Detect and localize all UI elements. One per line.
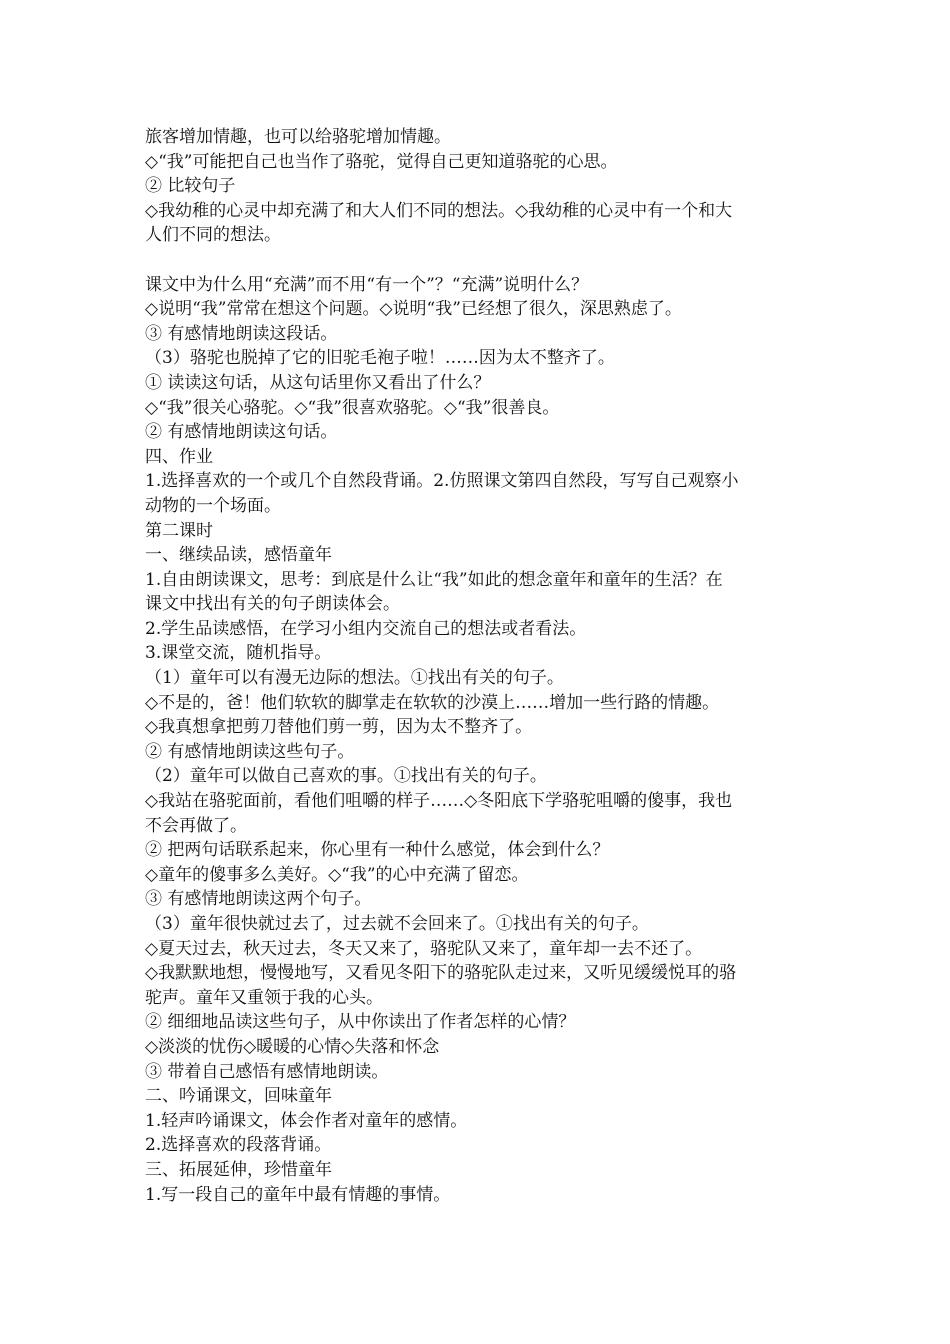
text-line: ② 把两句话联系起来，你心里有一种什么感觉，体会到什么？ xyxy=(145,840,610,861)
text-line: ③ 有感情地朗读这段话。 xyxy=(145,323,338,344)
text-line: ② 比较句子 xyxy=(145,176,236,197)
text-line: 1.写一段自己的童年中最有情趣的事情。 xyxy=(145,1184,451,1205)
text-line: （3）骆驼也脱掉了它的旧驼毛袍子啦！……因为太不整齐了。 xyxy=(145,348,615,369)
text-line: 课文中为什么用“充满”而不用“有一个”？“充满”说明什么？ xyxy=(145,274,589,295)
text-line: ◇我真想拿把剪刀替他们剪一剪，因为太不整齐了。 xyxy=(145,717,533,738)
text-line: （3）童年很快就过去了，过去就不会回来了。①找出有关的句子。 xyxy=(145,914,649,934)
blank-line xyxy=(145,248,815,273)
section-heading: 一、继续品读，感悟童年 xyxy=(145,545,332,566)
text-line: （1）童年可以有漫无边际的想法。①找出有关的句子。 xyxy=(145,668,564,689)
text-line: ◇夏天过去，秋天过去，冬天又来了，骆驼队又来了，童年却一去不还了。 xyxy=(145,938,703,959)
section-heading: 第二课时 xyxy=(145,520,213,541)
text-line: （2）童年可以做自己喜欢的事。①找出有关的句子。 xyxy=(145,766,547,787)
text-line: 不会再做了。 xyxy=(145,815,247,836)
text-line: 动物的一个场面。 xyxy=(145,495,281,516)
text-line: ◇童年的傻事多么美好。◇“我”的心中充满了留恋。 xyxy=(145,864,529,885)
text-line: ◇我幼稚的心灵中却充满了和大人们不同的想法。◇我幼稚的心灵中有一个和大 xyxy=(145,200,733,221)
section-heading: 三、拓展延伸，珍惜童年 xyxy=(145,1159,332,1180)
text-line: ◇“我”很关心骆驼。◇“我”很喜欢骆驼。◇“我”很善良。 xyxy=(145,397,560,418)
text-line: ③ 带着自己感悟有感情地朗读。 xyxy=(145,1061,389,1082)
text-line: 2.学生品读感悟，在学习小组内交流自己的想法或者看法。 xyxy=(145,618,587,639)
text-line: ◇我站在骆驼面前，看他们咀嚼的样子……◇冬阳底下学骆驼咀嚼的傻事，我也 xyxy=(145,791,733,812)
text-line: 1.选择喜欢的一个或几个自然段背诵。2.仿照课文第四自然段，写写自己观察小 xyxy=(145,471,739,492)
text-line: ② 有感情地朗读这句话。 xyxy=(145,422,338,443)
text-line: ③ 有感情地朗读这两个句子。 xyxy=(145,889,372,910)
section-heading: 二、吟诵课文，回味童年 xyxy=(145,1086,332,1107)
text-line: 人们不同的想法。 xyxy=(145,225,281,246)
text-line: ◇说明“我”常常在想这个问题。◇说明“我”已经想了很久，深思熟虑了。 xyxy=(145,299,682,320)
text-line: 1.自由朗读课文，思考：到底是什么让“我”如此的想念童年和童年的生活？在 xyxy=(145,569,723,590)
text-line: ① 读读这句话，从这句话里你又看出了什么？ xyxy=(145,372,491,393)
text-line: 1.轻声吟诵课文，体会作者对童年的感情。 xyxy=(145,1110,468,1131)
text-line: ◇我默默地想，慢慢地写，又看见冬阳下的骆驼队走过来，又听见缓缓悦耳的骆 xyxy=(145,963,737,984)
text-line: 2.选择喜欢的段落背诵。 xyxy=(145,1135,332,1156)
text-line: ◇淡淡的忧伤◇暖暖的心情◇失落和怀念 xyxy=(145,1036,440,1057)
text-line: ◇“我”可能把自己也当作了骆驼，觉得自己更知道骆驼的心思。 xyxy=(145,151,618,172)
text-line: 课文中找出有关的句子朗读体会。 xyxy=(145,594,400,615)
text-line: ② 细细地品读这些句子，从中你读出了作者怎样的心情？ xyxy=(145,1012,576,1033)
text-line: 旅客增加情趣，也可以给骆驼增加情趣。 xyxy=(145,127,451,147)
text-line: ◇不是的，爸！他们软软的脚掌走在软软的沙漠上……增加一些行路的情趣。 xyxy=(145,692,720,713)
text-line: ② 有感情地朗读这些句子。 xyxy=(145,741,355,762)
text-line: 3.课堂交流，随机指导。 xyxy=(145,643,332,664)
section-heading: 四、作业 xyxy=(145,446,213,467)
text-line: 驼声。童年又重领于我的心头。 xyxy=(145,987,383,1008)
document-body xyxy=(145,125,815,1207)
